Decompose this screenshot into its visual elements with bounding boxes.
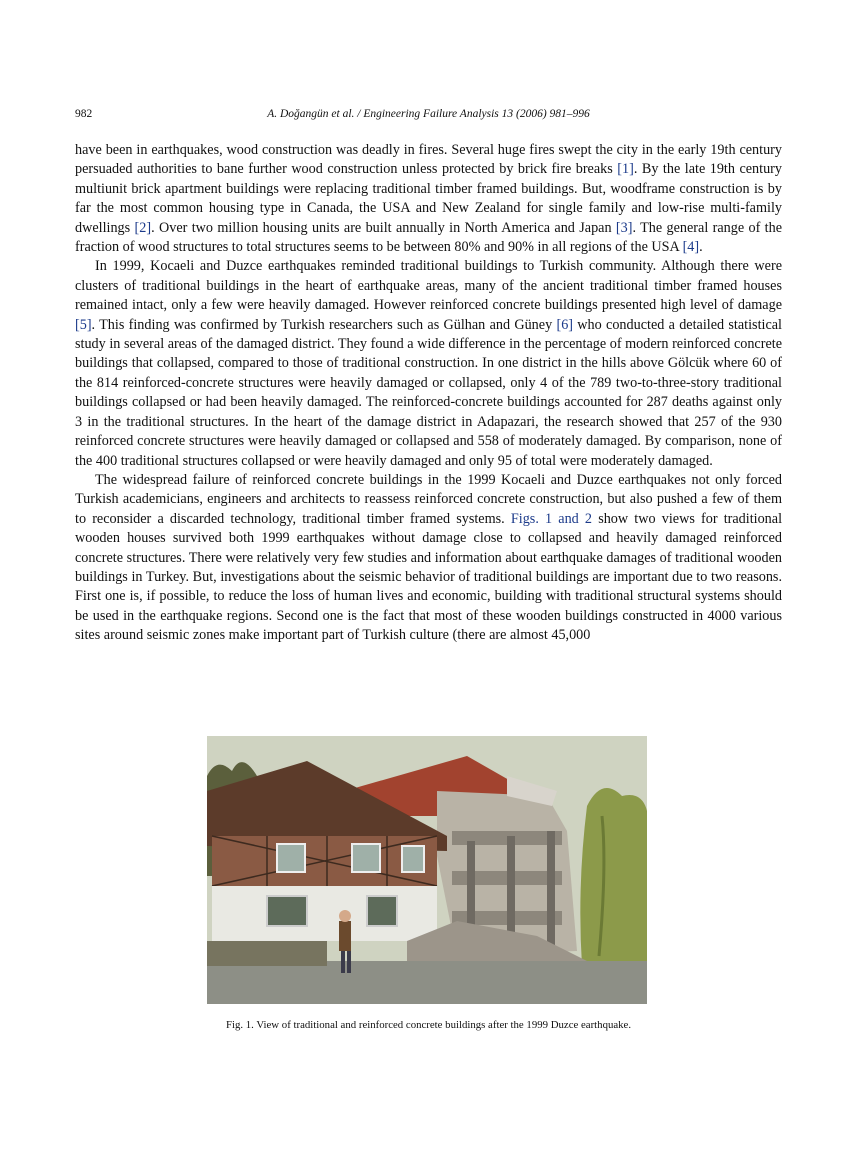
citation-link[interactable]: [6] — [556, 316, 574, 333]
paragraph-3 — [75, 471, 782, 646]
paragraph-text: . Over two million housing units are built annually in North America and Japan — [151, 219, 616, 236]
paragraph-1 — [75, 141, 782, 257]
citation-link[interactable]: [1] — [617, 161, 634, 178]
page-number: 982 — [75, 108, 93, 120]
article-body — [75, 141, 782, 646]
figure-1-caption: Fig. 1. View of traditional and reinforced concrete buildings after the 1999 Duzce earthquake. — [225, 1019, 632, 1031]
paragraph-2 — [75, 257, 782, 470]
paragraph-text: The widespread failure of reinforced concrete buildings in the 1999 Kocaeli and Duzce earthquakes not only forced Turkish academicians, engineers and architects to reassess reinforced concrete construction, but also pushed a few of them to reconsider a discarded technology, traditional timber framed systems. — [75, 471, 782, 527]
paragraph-text: who conducted a detailed statistical study in several areas of the damaged district. They found a wide difference in the percentage of modern reinforced concrete buildings that collapsed, compared to those of traditional construction. In one district in the hills above Gölcük where 60 of the 814 reinforced-concrete structures were heavily damaged or collapsed, only 4 of the 789 two-to-three-story traditional buildings collapsed or had been heavily damaged. The reinforced-concrete buildings accounted for 287 deaths against only 3 in the traditional structures. In the heart of the damage district in Adapazari, the research showed that 257 of the 930 reinforced concrete structures were heavily damaged or collapsed and 558 of moderately damaged. By comparison, none of the 400 traditional structures collapsed or were heavily damaged and only 95 of total were moderately damaged. — [75, 316, 782, 469]
paragraph-text: . — [699, 239, 703, 256]
citation-link[interactable]: [4] — [682, 239, 700, 256]
citation-link[interactable]: [2] — [134, 219, 152, 236]
running-header — [75, 108, 782, 124]
figure-1-photo — [207, 736, 647, 1004]
citation-link[interactable]: [5] — [75, 316, 92, 333]
paragraph-text: In 1999, Kocaeli and Duzce earthquakes reminded traditional buildings to Turkish community. Although there were clusters of traditional buildings in the heart of earthquake areas, many of the ancient traditional timber framed houses remained intact, only a few were heavily damaged. However reinforced concrete buildings presented high level of damage — [75, 258, 782, 314]
paragraph-text: . The general range of the fraction of wood structures to total structures seems to be between 80% and 90% in all regions of the USA — [75, 219, 782, 256]
paragraph-text: have been in earthquakes, wood construction was deadly in fires. Several huge fires swept the city in the early 19th century persuaded authorities to bane further wood construction unless protected by brick fire breaks — [75, 142, 782, 178]
paragraph-text: . This finding was confirmed by Turkish researchers such as Gülhan and Güney — [91, 316, 557, 333]
citation-link[interactable]: [3] — [615, 219, 633, 236]
running-title: A. Doğangün et al. / Engineering Failure Analysis 13 (2006) 981–996 — [267, 108, 590, 120]
earthquake-buildings-photo — [207, 736, 647, 1004]
paragraph-text: show two views for traditional wooden houses survived both 1999 earthquakes without damage close to collapsed and heavily damaged reinforced concrete structures. There were relatively very few studies and information about earthquake damages of traditional wooden buildings in Turkey. But, investigations about the seismic behavior of traditional buildings are important due to two reasons. First one is, if possible, to reduce the loss of human lives and economic, building with traditional structural systems should be used in the earthquake regions. Second one is the fact that most of these wooden buildings constructed in 4000 various sites around seismic zones make important part of Turkish culture (there are almost 45,000 — [75, 510, 783, 644]
paragraph-text: . By the late 19th century multiunit brick apartment buildings were replacing traditional timber framed buildings. But, woodframe construction is by far the most common housing type in Canada, the USA and New Zealand for single family and low-rise multi-family dwellings — [75, 161, 783, 236]
citation-link[interactable]: Figs. 1 and 2 — [510, 510, 593, 527]
